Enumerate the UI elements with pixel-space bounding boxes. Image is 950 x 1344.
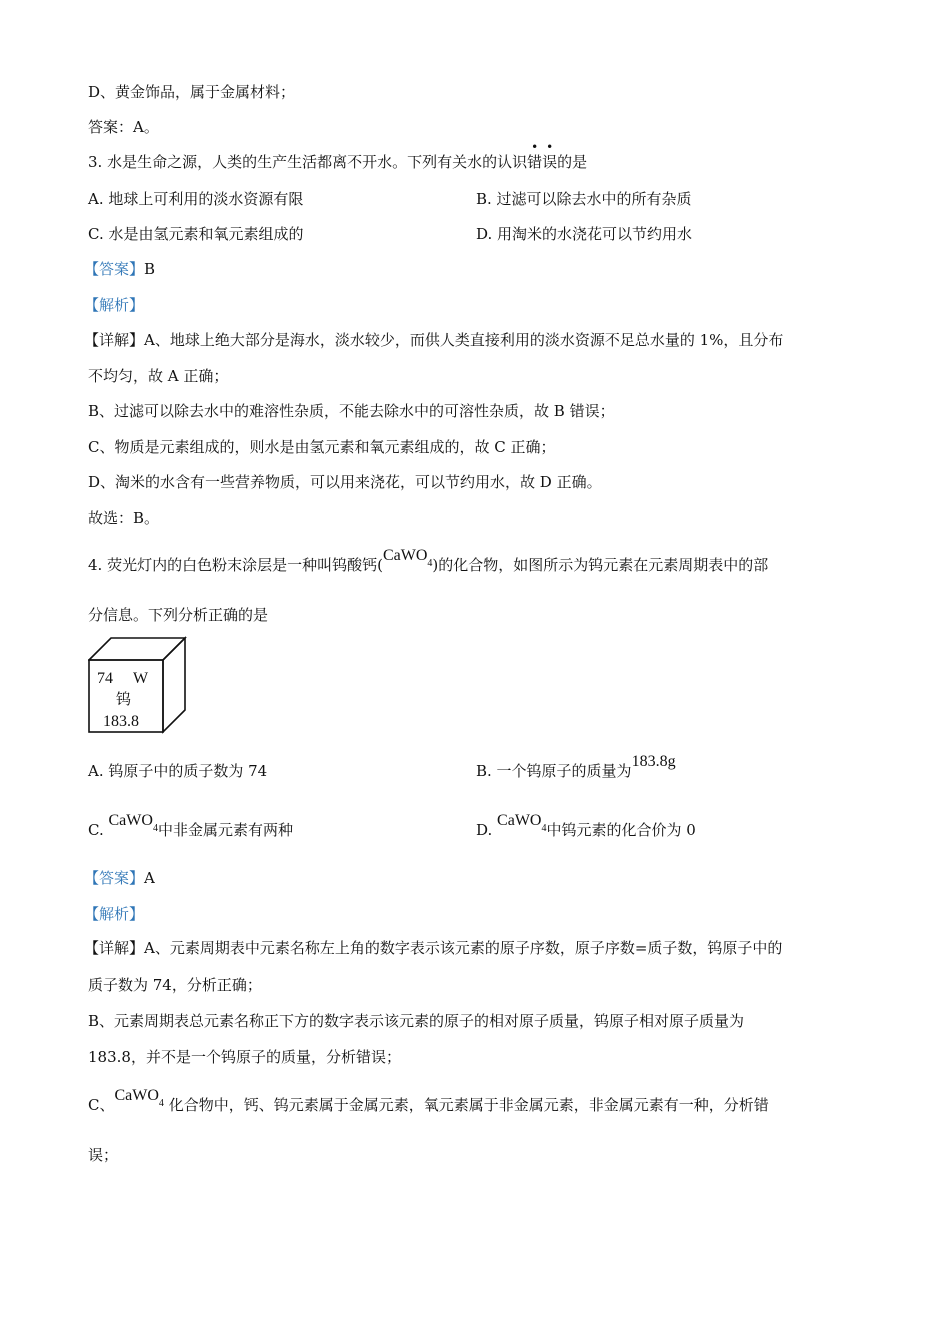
element-symbol: W xyxy=(133,670,149,687)
q4-detail-c-1: C、CaWO$^4$ 化合物中，钙、钨元素属于金属元素，氧元素属于非金属元素，非金属元素有一种，分析错 xyxy=(88,1095,769,1118)
q3-detail-tag: 【详解】 xyxy=(84,331,145,349)
q3-emphasis-2: • 误 xyxy=(542,140,558,171)
q3-option-d: D. 用淘米的水浇花可以节约用水 xyxy=(476,225,693,243)
q4-option-b: B. 一个钨原子的质量为183.8g xyxy=(476,753,676,780)
q3-emphasis-1: • 错 xyxy=(527,140,543,171)
q4-option-d: D. CaWO$^4$中钨元素的化合价为 0 xyxy=(476,820,696,843)
q3-stem-prefix: 3. 水是生命之源，人类的生产生活都离不开水。下列有关水的认识 xyxy=(88,153,528,171)
q3-detail-c: C、物质是元素组成的，则水是由氢元素和氧元素组成的，故 C 正确； xyxy=(88,438,556,456)
element-mass: 183.8 xyxy=(103,713,139,730)
q4-detail-b-2: 183.8，并不是一个钨原子的质量，分析错误； xyxy=(88,1048,401,1066)
q4-detail-tag: 【详解】 xyxy=(84,939,145,957)
q3-analysis-tag: 【解析】 xyxy=(84,296,145,314)
tungsten-element-box xyxy=(88,636,188,736)
q4-detail-b-1: B、元素周期表总元素名称正下方的数字表示该元素的原子的相对原子质量，钨原子相对原子质量为 xyxy=(88,1012,745,1030)
q3-detail-b: B、过滤可以除去水中的难溶性杂质，不能去除水中的可溶性杂质，故 B 错误； xyxy=(88,402,615,420)
q4-answer-tag: 【答案】 xyxy=(84,869,145,887)
q3-detail-a-1: 【详解】A、地球上绝大部分是海水，淡水较少，而供人类直接利用的淡水资源不足总水量的 1%，且分布 xyxy=(84,331,784,349)
q3-option-b: B. 过滤可以除去水中的所有杂质 xyxy=(476,190,692,208)
element-number: 74 xyxy=(97,670,113,687)
q4-option-a: A. 钨原子中的质子数为 74 xyxy=(88,762,268,780)
q4-answer-value: A xyxy=(144,869,155,887)
q4-detail-c-formula: CaWO$^4$ xyxy=(114,1087,164,1109)
q4-stem-1: 4. 荧光灯内的白色粉末涂层是一种叫钨酸钙(CaWO$^4$)的化合物，如图所示为钨元素在元素周期表中的部 xyxy=(88,555,768,578)
q3-stem xyxy=(88,140,588,172)
q4-detail-c-2: 误； xyxy=(88,1146,119,1164)
q3-choose: 故选：B。 xyxy=(88,509,160,527)
previous-answer: 答案：A。 xyxy=(88,118,159,136)
q4-option-d-formula: CaWO$^4$ xyxy=(497,812,547,834)
q3-answer-value: B xyxy=(144,260,156,278)
q4-option-c-formula: CaWO$^4$ xyxy=(108,812,158,834)
q3-answer xyxy=(84,259,155,279)
q4-stem-2: 分信息。下列分析正确的是 xyxy=(88,606,269,624)
q4-detail-a-2: 质子数为 74，分析正确； xyxy=(88,976,262,994)
q3-detail-a-2: 不均匀，故 A 正确； xyxy=(88,367,229,385)
q3-answer-tag: 【答案】 xyxy=(84,260,145,278)
q3-detail-d: D、淘米的水含有一些营养物质，可以用来浇花，可以节约用水，故 D 正确。 xyxy=(88,473,602,491)
option-d-continuation: D、黄金饰品，属于金属材料； xyxy=(88,83,296,101)
q3-stem-suffix: 的是 xyxy=(557,153,588,171)
element-name: 钨 xyxy=(116,690,132,708)
q4-analysis-tag: 【解析】 xyxy=(84,905,145,923)
q4-formula: CaWO$^4$ xyxy=(382,547,433,569)
q4-answer xyxy=(84,868,155,888)
q4-option-c: C. CaWO$^4$中非金属元素有两种 xyxy=(88,820,293,843)
q3-option-c: C. 水是由氢元素和氧元素组成的 xyxy=(88,225,304,243)
q4-detail-a-1: 【详解】A、元素周期表中元素名称左上角的数字表示该元素的原子序数，原子序数=质子数，钨原子中的 xyxy=(84,939,783,957)
q3-option-a: A. 地球上可利用的淡水资源有限 xyxy=(88,190,304,208)
q4-option-b-value: 183.8g xyxy=(631,753,676,770)
